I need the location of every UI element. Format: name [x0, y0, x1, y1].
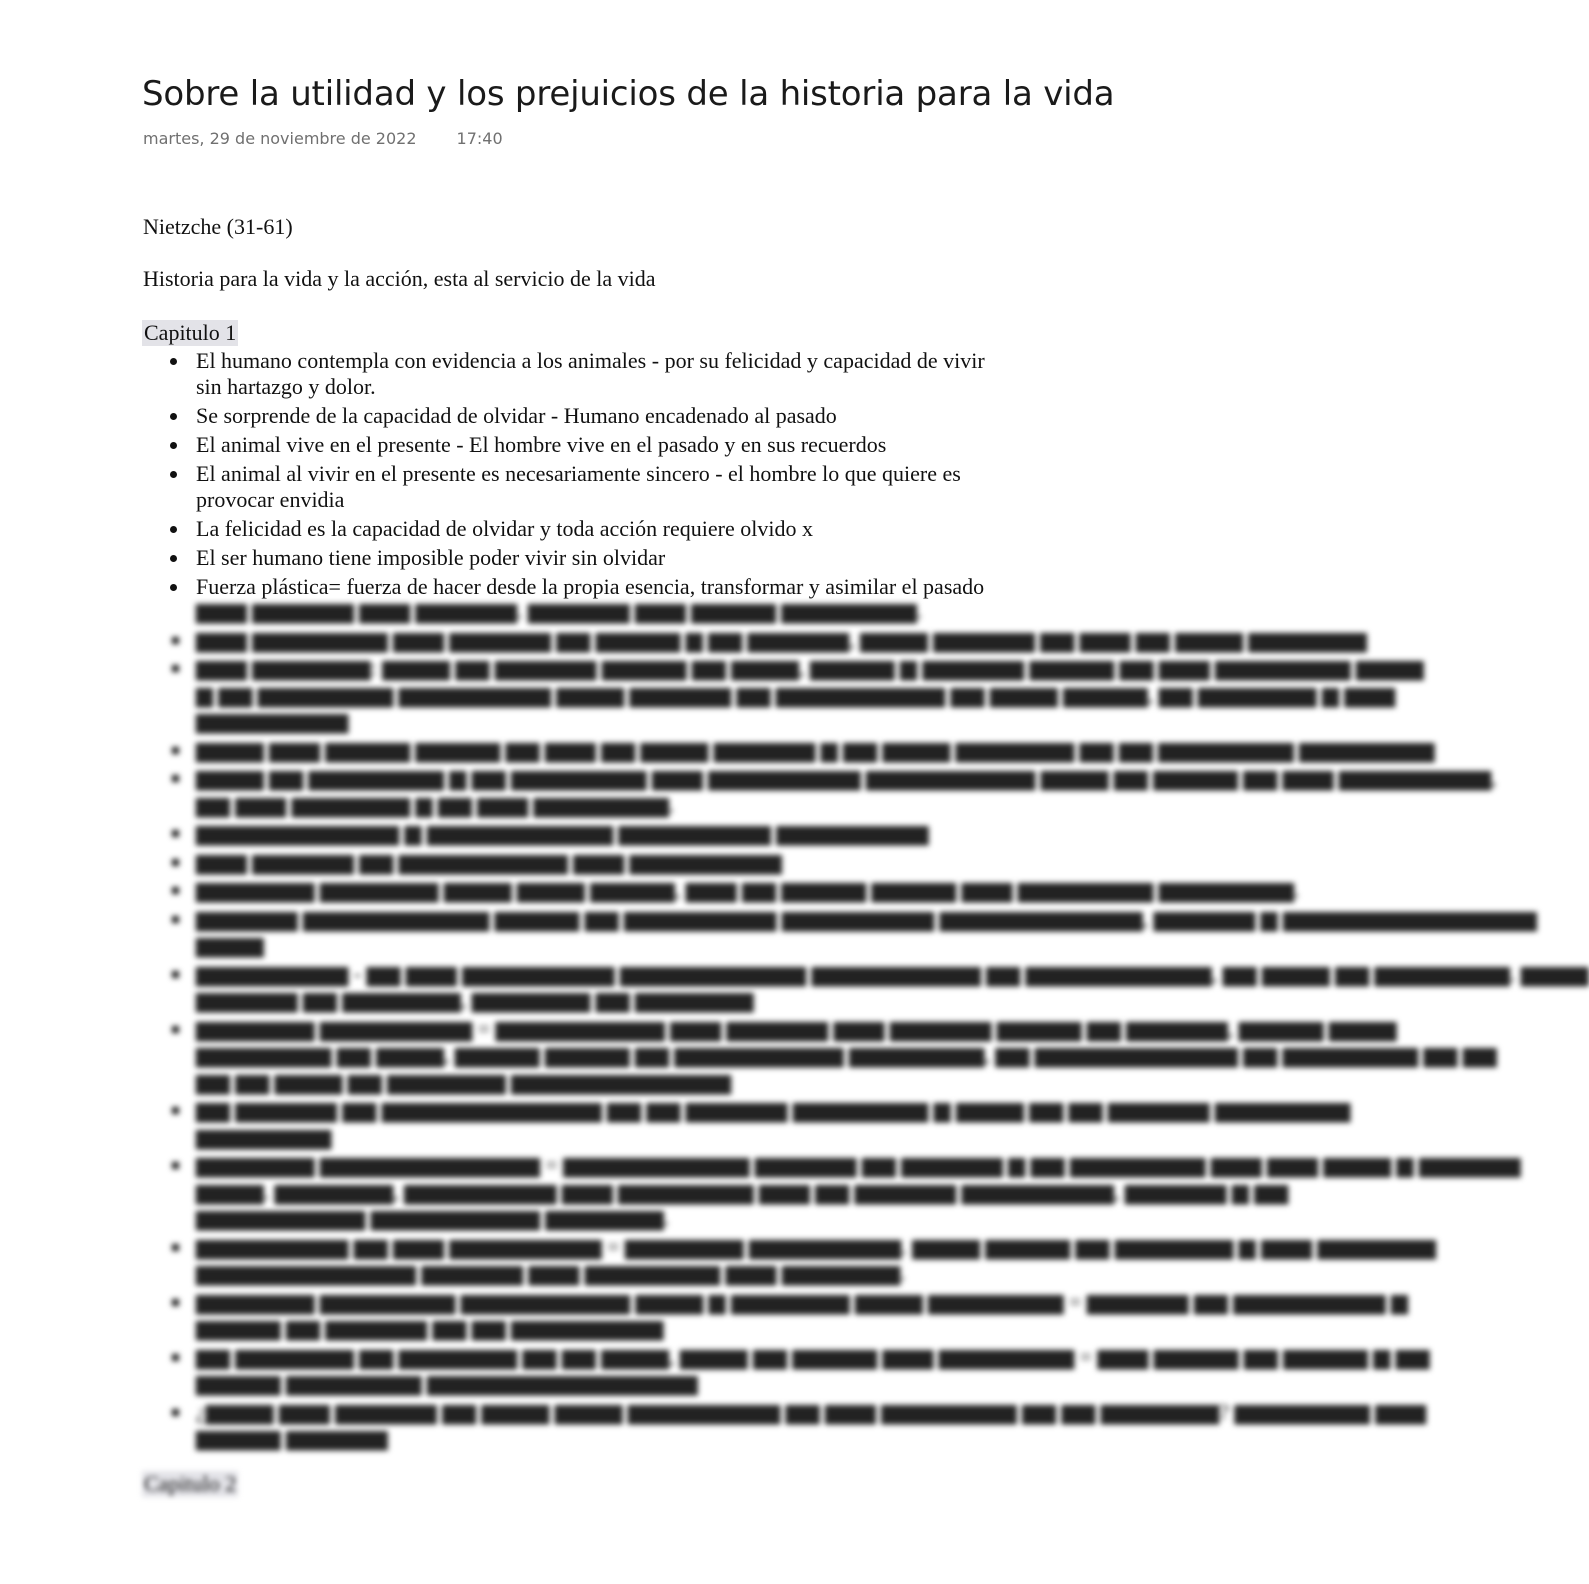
bullet-icon — [170, 526, 177, 533]
bullet-icon — [172, 887, 179, 894]
bullet-icon — [172, 1299, 179, 1306]
blurred-line: ▆▆▆ ▆▆▆▆▆▆ ▆▆ ▆▆▆▆▆▆▆▆▆▆ ▆▆▆ ▆▆▆▆▆▆▆▆▆ — [143, 849, 1083, 876]
bullet-text: El humano contempla con evidencia a los animales - por su felicidad y capacidad de vivir — [196, 348, 985, 373]
page-date: martes, 29 de noviembre de 2022 — [143, 129, 417, 148]
bullet-icon — [172, 859, 179, 866]
bullet-icon — [170, 442, 177, 449]
bullet-icon — [172, 1409, 179, 1416]
blurred-line: ▆▆ ▆▆▆▆▆▆ ▆▆ ▆▆▆▆▆▆▆▆▆▆▆▆▆ ▆▆ ▆▆ ▆▆▆▆▆▆ ▆▆▆▆▆▆▆▆ ▆ ▆▆▆▆ ▆▆ ▆▆ ▆▆▆▆▆▆ ▆▆▆▆▆▆▆▆ — [143, 1097, 1083, 1124]
bullet-icon — [172, 1026, 179, 1033]
blurred-content — [143, 598, 1589, 1452]
bullet-text-continuation: sin hartazgo y dolor. — [196, 374, 376, 399]
blurred-line: ▆▆▆▆▆▆▆▆▆▆▆▆ ▆ ▆▆▆▆▆▆▆▆▆▆▆ ▆▆▆▆▆▆▆▆▆ ▆▆▆▆▆▆▆▆▆ — [143, 820, 1083, 847]
blurred-line: ▆▆▆▆▆▆▆ ▆▆▆▆▆▆▆ ▆▆▆▆ ▆▆▆▆ ▆▆▆▆▆, ▆▆▆ ▆▆ ▆▆▆▆▆ ▆▆▆▆▆ ▆▆▆ ▆▆▆▆▆▆▆▆ ▆▆▆▆▆▆▆▆. — [143, 877, 1083, 904]
blurred-line: ▆▆▆▆▆▆▆▆▆ ▆▆ ▆▆▆ ▆▆▆▆▆▆▆▆▆ = ▆▆▆▆▆▆▆ ▆▆▆▆▆▆▆▆▆. ▆▆▆▆ ▆▆▆▆▆ ▆▆ ▆▆▆▆▆▆▆ ▆ ▆▆▆ ▆▆▆▆▆▆▆ — [143, 1234, 1083, 1261]
list-item — [143, 432, 1083, 458]
list-item — [143, 574, 1083, 600]
blurred-line: ▆▆▆▆▆▆▆▆ ▆▆ ▆▆▆▆, ▆▆▆▆▆ ▆▆▆▆▆ ▆▆ ▆▆▆▆▆▆▆▆▆▆ ▆▆▆▆▆▆▆▆, ▆▆ ▆▆▆▆▆▆▆▆▆▆▆▆ ▆▆ ▆▆▆▆▆▆▆▆ ▆▆ ▆▆ — [196, 1042, 1497, 1067]
blurred-line: ▆▆▆▆ ▆▆▆ ▆▆▆▆▆ ▆▆▆▆▆ ▆▆ ▆▆▆ ▆▆ ▆▆▆▆ ▆▆▆▆▆▆ ▆ ▆▆ ▆▆▆▆ ▆▆▆▆▆▆▆ ▆▆ ▆▆ ▆▆▆▆▆▆▆▆ ▆▆▆▆▆▆▆▆ — [143, 737, 1083, 764]
author-line: Nietzche (31-61) — [143, 214, 293, 239]
blurred-line: ▆▆▆▆▆▆▆▆ — [196, 1123, 332, 1149]
list-item — [143, 545, 1083, 571]
blurred-line: ▆▆▆▆▆▆▆▆▆▆▆▆▆ ▆▆▆▆▆▆ ▆▆▆ ▆▆▆▆▆▆▆▆ ▆▆▆ ▆▆▆▆▆▆▆. — [196, 1260, 906, 1285]
blurred-line: ▆▆▆▆▆ ▆▆▆▆▆▆ — [196, 1425, 388, 1450]
list-item — [143, 461, 1083, 513]
bullet-icon — [172, 637, 179, 644]
bullet-icon — [170, 555, 177, 562]
bullet-icon — [170, 584, 177, 591]
chapter-1-bullet-list — [143, 348, 1083, 603]
bullet-icon — [170, 471, 177, 478]
bullet-icon — [172, 1354, 179, 1361]
blurred-line: ▆▆▆▆. ▆▆▆▆▆▆▆, ▆▆▆▆▆▆▆▆▆ ▆▆▆ ▆▆▆▆▆▆▆▆ ▆▆▆ ▆▆ ▆▆▆▆▆▆ ▆▆▆▆▆▆▆▆▆, ▆▆▆▆▆▆ ▆ ▆▆ — [196, 1178, 1289, 1204]
bullet-text: Se sorprende de la capacidad de olvidar - Humano encadenado al pasado — [196, 403, 837, 428]
bullet-icon — [170, 358, 177, 365]
bullet-icon — [170, 413, 177, 420]
bullet-text: El animal al vivir en el presente es necesariamente sincero - el hombre lo que quiere es — [196, 461, 961, 486]
blurred-line: ▆▆ ▆▆▆ ▆▆▆▆▆▆▆ ▆ ▆▆ ▆▆▆ ▆▆▆▆▆▆▆▆. — [196, 791, 675, 817]
bullet-icon — [172, 1162, 179, 1169]
bullet-text: Fuerza plástica= fuerza de hacer desde la propia esencia, transformar y asimilar el pasado — [196, 574, 985, 599]
subtitle-line: Historia para la vida y la acción, esta al servicio de la vida — [143, 266, 656, 291]
blurred-line: ▆▆ ▆▆ ▆▆▆▆ ▆▆ ▆▆▆▆▆▆▆ ▆▆▆▆▆▆▆▆▆▆▆▆▆ — [196, 1068, 732, 1094]
blurred-line: ▆▆▆▆▆▆▆▆▆ — [196, 708, 349, 733]
blurred-line: ▆▆▆ ▆▆▆▆▆▆▆: ▆▆▆▆ ▆▆ ▆▆▆▆▆▆ ▆▆▆▆▆ ▆▆ ▆▆▆▆, ▆▆▆▆▆ ▆ ▆▆▆▆▆▆ ▆▆▆▆▆ ▆▆ ▆▆▆ ▆▆▆▆▆▆▆▆ ▆▆▆▆ — [143, 655, 1083, 682]
blurred-line: ▆▆▆ ▆▆▆▆▆▆▆▆ ▆▆▆ ▆▆▆▆▆▆ ▆▆ ▆▆▆▆▆ ▆ ▆▆ ▆▆▆▆▆▆, ▆▆▆▆ ▆▆▆▆▆▆ ▆▆ ▆▆▆ ▆▆ ▆▆▆▆ ▆▆▆▆▆▆▆ — [143, 627, 1083, 654]
bullet-icon — [172, 775, 179, 782]
page-time: 17:40 — [456, 129, 503, 148]
blurred-line: ▆ ▆▆ ▆▆▆▆▆▆▆▆ ▆▆▆▆▆▆▆▆▆ ▆▆▆▆ ▆▆▆▆▆▆ ▆▆ ▆▆▆▆▆▆▆▆▆▆ ▆▆ ▆▆▆▆ ▆▆▆▆▆, ▆▆ ▆▆▆▆▆▆▆ ▆ ▆▆▆ — [196, 681, 1396, 707]
list-item — [143, 516, 1083, 542]
bullet-icon — [172, 747, 179, 754]
blurred-line: ▆▆▆▆▆▆▆ ▆▆▆▆▆▆▆▆ ▆▆▆▆▆▆▆▆▆▆ ▆▆▆▆ ▆ ▆▆▆▆▆▆▆ ▆▆▆▆ ▆▆▆▆▆▆▆▆ = ▆▆▆▆▆▆ ▆▆ ▆▆▆▆▆▆▆▆▆ ▆ — [143, 1289, 1083, 1316]
bullet-icon — [172, 665, 179, 672]
bullet-text: El ser humano tiene imposible poder vivir sin olvidar — [196, 545, 666, 570]
bullet-icon — [172, 971, 179, 978]
blurred-line: ▆▆▆ ▆▆▆▆▆▆ ▆▆▆ ▆▆▆▆▆▆. ▆▆▆▆▆▆ ▆▆▆ ▆▆▆▆▆ ▆▆▆▆▆▆▆▆. — [196, 598, 923, 623]
bullet-text: El animal vive en el presente - El hombre vive en el pasado y en sus recuerdos — [196, 432, 887, 457]
blurred-line: ▆▆▆▆▆▆ ▆▆ ▆▆▆▆▆▆▆, ▆▆▆▆▆▆▆ ▆▆ ▆▆▆▆▆▆▆ — [196, 987, 754, 1012]
page-title: Sobre la utilidad y los prejuicios de la historia para la vida — [142, 74, 1115, 114]
bullet-text: La felicidad es la capacidad de olvidar y toda acción requiere olvido x — [196, 516, 813, 541]
blurred-line: ▆▆▆▆▆ ▆▆ ▆▆▆▆▆▆ ▆▆ ▆▆ ▆▆▆▆▆▆▆▆▆ — [196, 1315, 664, 1340]
blurred-line: ¿▆▆▆▆ ▆▆▆ ▆▆▆▆▆▆ ▆▆ ▆▆▆▆ ▆▆▆▆ ▆▆▆▆▆▆▆▆▆ ▆▆ ▆▆▆ ▆▆▆▆▆▆▆▆ ▆▆ ▆▆ ▆▆▆▆▆▆▆? ▆▆▆▆▆▆▆▆ ▆▆▆ — [143, 1399, 1083, 1426]
bullet-icon — [172, 830, 179, 837]
blurred-line: ▆▆▆▆ ▆▆ ▆▆▆▆▆▆▆▆ ▆ ▆▆ ▆▆▆▆▆▆▆▆ ▆▆▆ ▆▆▆▆▆▆▆▆▆ ▆▆▆▆▆▆▆▆▆▆ ▆▆▆▆ ▆▆ ▆▆▆▆▆ ▆▆ ▆▆▆ ▆▆▆▆▆▆▆▆▆, — [143, 765, 1083, 792]
page-timestamp — [143, 129, 503, 148]
blurred-line: ▆▆▆▆▆▆▆ ▆▆▆▆▆▆▆▆▆ = ▆▆▆▆▆▆▆▆▆▆ ▆▆▆ ▆▆▆▆▆▆ ▆▆▆ ▆▆▆▆▆▆ ▆▆▆▆▆ ▆▆ ▆▆▆▆▆▆, ▆▆▆▆▆ ▆▆▆▆ — [143, 1016, 1083, 1043]
chapter-2-heading: Capitulo 2 — [144, 1471, 237, 1496]
blurred-line: ▆▆▆▆▆▆▆▆▆ - ▆▆ ▆▆▆ ▆▆▆▆▆▆▆▆▆ ▆▆▆▆▆▆▆▆▆▆▆ ▆▆▆▆▆▆▆▆▆▆ ▆▆ ▆▆▆▆▆▆▆▆▆▆▆, ▆▆ ▆▆▆▆ ▆▆ ▆▆▆▆▆▆▆▆. ▆▆▆▆ — [143, 961, 1083, 988]
blurred-line: ▆▆▆▆ — [196, 932, 264, 957]
blurred-line: ▆▆▆▆▆▆▆▆▆▆ ▆▆▆▆▆▆▆▆▆▆ ▆▆▆▆▆▆▆. — [196, 1205, 670, 1230]
list-item — [143, 403, 1083, 429]
blurred-line: ▆▆ ▆▆▆▆▆▆▆ ▆▆ ▆▆▆▆▆▆▆ ▆▆ ▆▆ ▆▆▆▆, ▆▆▆▆ ▆▆ ▆▆▆▆▆ ▆▆▆ ▆▆▆▆▆▆▆▆ = ▆▆▆ ▆▆▆▆▆ ▆▆ ▆▆▆▆▆ ▆ ▆▆ — [143, 1344, 1083, 1371]
list-item — [143, 348, 1083, 400]
blurred-line: ▆▆▆▆▆ ▆▆▆▆▆▆▆▆ ▆▆▆▆▆▆▆▆▆▆▆▆▆▆▆▆ — [196, 1370, 698, 1395]
chapter-1-heading: Capitulo 1 — [144, 320, 237, 345]
bullet-text-continuation: provocar envidia — [196, 487, 345, 512]
bullet-icon — [172, 1107, 179, 1114]
blurred-line: ▆▆▆▆▆▆ ▆▆▆▆▆▆▆▆▆▆▆ ▆▆▆▆▆ ▆▆ ▆▆▆▆▆▆▆▆▆ ▆▆▆▆▆▆▆▆▆ ▆▆▆▆▆▆▆▆▆▆▆▆, ▆▆▆▆▆▆ ▆ ▆▆▆▆▆▆▆▆▆▆▆▆▆▆▆ — [143, 906, 1083, 933]
blurred-line: ▆▆▆▆▆▆▆ ▆▆▆▆▆▆▆▆▆▆▆▆▆ = ▆▆▆▆▆▆▆▆▆▆▆ ▆▆▆▆▆▆ ▆▆ ▆▆▆▆▆▆ ▆ ▆▆ ▆▆▆▆▆▆▆▆ ▆▆▆ ▆▆▆ ▆▆▆▆ ▆ ▆▆▆▆▆▆ — [143, 1152, 1083, 1179]
bullet-icon — [172, 1244, 179, 1251]
bullet-icon — [172, 916, 179, 923]
